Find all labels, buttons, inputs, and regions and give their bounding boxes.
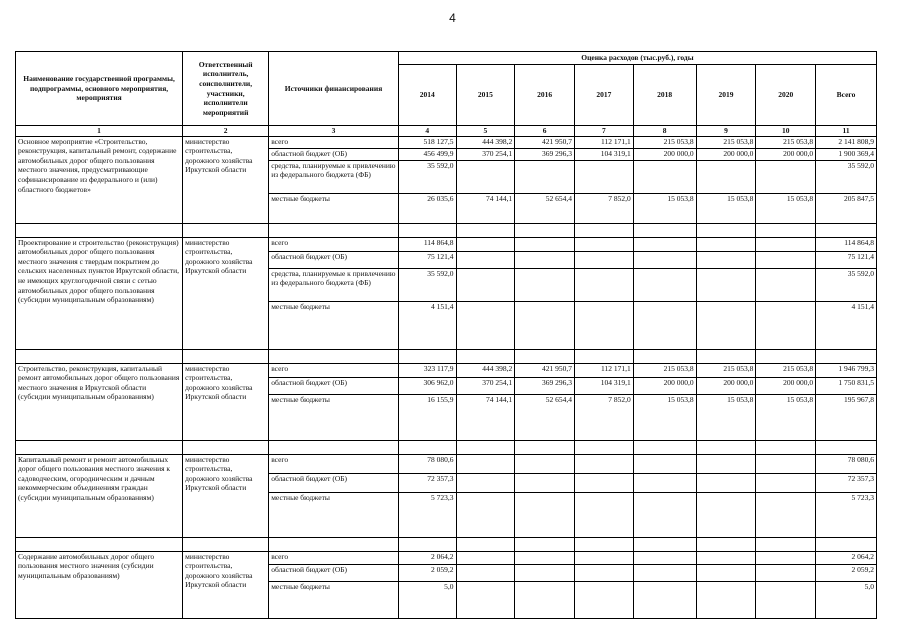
measure-name: Содержание автомобильных дорог общего пользования местного значения (субсидии муниципальным образованиям) (16, 551, 183, 618)
year-value: 518 127,5 (398, 136, 456, 148)
year-value (696, 473, 756, 492)
year-value (515, 301, 575, 349)
year-value (575, 301, 634, 349)
year-value (575, 564, 634, 581)
year-value: 52 654,4 (515, 193, 575, 223)
funding-source: областной бюджет (ОБ) (269, 473, 399, 492)
year-value (756, 564, 816, 581)
empty-cell (696, 537, 756, 551)
empty-cell (756, 349, 816, 363)
year-value (696, 251, 756, 268)
header-total: Всего (816, 65, 877, 126)
year-value: 215 053,8 (633, 136, 696, 148)
year-value: 112 171,1 (575, 363, 634, 377)
measure-executor: министерство строительства, дорожного хозяйства Иркутской области (183, 136, 269, 223)
year-value (575, 473, 634, 492)
year-value (575, 492, 634, 537)
year-value (575, 237, 634, 251)
measure-executor: министерство строительства, дорожного хозяйства Иркутской области (183, 363, 269, 440)
header-year: 2018 (633, 65, 696, 126)
empty-cell (633, 223, 696, 237)
year-value: 369 296,3 (515, 148, 575, 160)
measure-executor: министерство строительства, дорожного хозяйства Иркутской области (183, 454, 269, 537)
funding-source: местные бюджеты (269, 581, 399, 618)
year-value (756, 492, 816, 537)
year-value (756, 268, 816, 301)
year-value (633, 564, 696, 581)
spacer-row (16, 349, 877, 363)
empty-cell (398, 223, 456, 237)
year-value: 72 357,3 (398, 473, 456, 492)
total-value: 195 967,8 (816, 394, 877, 440)
year-value: 370 254,1 (456, 377, 515, 394)
year-value (633, 251, 696, 268)
empty-cell (456, 440, 515, 454)
year-value: 26 035,6 (398, 193, 456, 223)
year-value (696, 454, 756, 473)
year-value (515, 454, 575, 473)
year-value (515, 160, 575, 193)
year-value (633, 160, 696, 193)
funding-source: областной бюджет (ОБ) (269, 564, 399, 581)
header-year: 2016 (515, 65, 575, 126)
header-year: 2019 (696, 65, 756, 126)
table-row (16, 363, 877, 377)
year-value: 370 254,1 (456, 148, 515, 160)
header-year: 2020 (756, 65, 816, 126)
year-value: 444 398,2 (456, 136, 515, 148)
funding-source: местные бюджеты (269, 492, 399, 537)
year-value (515, 492, 575, 537)
total-value: 1 946 799,3 (816, 363, 877, 377)
empty-cell (269, 440, 399, 454)
funding-source: всего (269, 136, 399, 148)
empty-cell (183, 440, 269, 454)
year-value: 200 000,0 (633, 377, 696, 394)
year-value: 421 950,7 (515, 136, 575, 148)
total-value: 114 864,8 (816, 237, 877, 251)
empty-cell (756, 223, 816, 237)
empty-cell (696, 349, 756, 363)
table-row (16, 136, 877, 148)
year-value (456, 492, 515, 537)
year-value: 200 000,0 (696, 377, 756, 394)
funding-source: областной бюджет (ОБ) (269, 377, 399, 394)
year-value (633, 237, 696, 251)
year-value (756, 551, 816, 564)
table-row (16, 454, 877, 473)
year-value: 78 080,6 (398, 454, 456, 473)
empty-cell (398, 349, 456, 363)
year-value (696, 237, 756, 251)
year-value: 5,0 (398, 581, 456, 618)
year-value: 5 723,3 (398, 492, 456, 537)
header-year: 2014 (398, 65, 456, 126)
year-value (633, 551, 696, 564)
total-value: 4 151,4 (816, 301, 877, 349)
expenditure-table (15, 51, 877, 619)
year-value: 2 059,2 (398, 564, 456, 581)
year-value (456, 551, 515, 564)
year-value (515, 251, 575, 268)
year-value: 7 852,0 (575, 193, 634, 223)
measure-name: Основное мероприятие «Строительство, реконструкция, капитальный ремонт, содержание автомобильных дорог общего пользования местного значения, предусматривающие софинансирование из федерального и (или) областного бюджетов» (16, 136, 183, 223)
year-value: 35 592,0 (398, 160, 456, 193)
total-value: 1 750 831,5 (816, 377, 877, 394)
spacer-row (16, 440, 877, 454)
column-index: 7 (575, 126, 634, 137)
column-index: 2 (183, 126, 269, 137)
year-value (756, 251, 816, 268)
year-value (575, 251, 634, 268)
year-value: 4 151,4 (398, 301, 456, 349)
empty-cell (16, 440, 183, 454)
year-value: 2 064,2 (398, 551, 456, 564)
empty-cell (575, 349, 634, 363)
year-value: 7 852,0 (575, 394, 634, 440)
total-value: 35 592,0 (816, 268, 877, 301)
year-value: 104 319,1 (575, 148, 634, 160)
year-value: 15 053,8 (633, 193, 696, 223)
empty-cell (633, 537, 696, 551)
year-value (515, 268, 575, 301)
funding-source: всего (269, 363, 399, 377)
total-value: 5,0 (816, 581, 877, 618)
column-index: 8 (633, 126, 696, 137)
total-value: 5 723,3 (816, 492, 877, 537)
measure-name: Капитальный ремонт и ремонт автомобильных дорог общего пользования местного значения к садоводческим, огородническим и дачным некоммерческим объединениям граждан (субсидии муниципальным образованиям) (16, 454, 183, 537)
year-value (575, 581, 634, 618)
empty-cell (816, 223, 877, 237)
year-value (633, 268, 696, 301)
header-year: 2015 (456, 65, 515, 126)
year-value (456, 301, 515, 349)
year-value (456, 454, 515, 473)
empty-cell (816, 537, 877, 551)
column-index: 5 (456, 126, 515, 137)
header-name: Наименование государственной программы, подпрограммы, основного мероприятия, мероприятия (16, 52, 183, 126)
empty-cell (633, 349, 696, 363)
year-value (456, 268, 515, 301)
year-value: 215 053,8 (633, 363, 696, 377)
funding-source: местные бюджеты (269, 394, 399, 440)
total-value: 2 141 808,9 (816, 136, 877, 148)
year-value (633, 301, 696, 349)
total-value: 78 080,6 (816, 454, 877, 473)
empty-cell (515, 537, 575, 551)
year-value: 215 053,8 (696, 363, 756, 377)
year-value: 456 499,9 (398, 148, 456, 160)
year-value: 444 398,2 (456, 363, 515, 377)
year-value (456, 237, 515, 251)
empty-cell (756, 537, 816, 551)
year-value: 215 053,8 (696, 136, 756, 148)
year-value: 421 950,7 (515, 363, 575, 377)
header-estimate: Оценка расходов (тыс.руб.), годы (398, 52, 876, 65)
year-value (515, 473, 575, 492)
year-value: 52 654,4 (515, 394, 575, 440)
year-value: 15 053,8 (633, 394, 696, 440)
empty-cell (696, 223, 756, 237)
year-value (756, 160, 816, 193)
empty-cell (183, 349, 269, 363)
funding-source: всего (269, 454, 399, 473)
year-value (456, 581, 515, 618)
year-value: 200 000,0 (696, 148, 756, 160)
measure-executor: министерство строительства, дорожного хозяйства Иркутской области (183, 551, 269, 618)
year-value (515, 551, 575, 564)
column-index: 1 (16, 126, 183, 137)
funding-source: местные бюджеты (269, 193, 399, 223)
year-value (515, 564, 575, 581)
funding-source: всего (269, 551, 399, 564)
empty-cell (16, 349, 183, 363)
year-value (696, 301, 756, 349)
year-value (756, 301, 816, 349)
year-value (756, 581, 816, 618)
funding-source: всего (269, 237, 399, 251)
empty-cell (16, 223, 183, 237)
column-index: 4 (398, 126, 456, 137)
year-value (456, 473, 515, 492)
year-value (696, 492, 756, 537)
empty-cell (756, 440, 816, 454)
funding-source: средства, планируемые к привлечению из федерального бюджета (ФБ) (269, 160, 399, 193)
year-value (696, 581, 756, 618)
year-value (575, 551, 634, 564)
year-value: 15 053,8 (696, 193, 756, 223)
spacer-row (16, 223, 877, 237)
year-value: 112 171,1 (575, 136, 634, 148)
year-value (696, 268, 756, 301)
table-body (16, 136, 877, 618)
year-value: 200 000,0 (756, 148, 816, 160)
header-source: Источники финансирования (269, 52, 399, 126)
table-row (16, 237, 877, 251)
year-value: 306 962,0 (398, 377, 456, 394)
column-index: 3 (269, 126, 399, 137)
year-value (633, 473, 696, 492)
column-index: 10 (756, 126, 816, 137)
column-index: 6 (515, 126, 575, 137)
year-value: 74 144,1 (456, 394, 515, 440)
empty-cell (696, 440, 756, 454)
year-value: 15 053,8 (756, 394, 816, 440)
spacer-row (16, 537, 877, 551)
total-value: 75 121,4 (816, 251, 877, 268)
year-value (756, 454, 816, 473)
empty-cell (269, 537, 399, 551)
year-value (456, 160, 515, 193)
year-value: 215 053,8 (756, 363, 816, 377)
empty-cell (816, 349, 877, 363)
year-value: 15 053,8 (696, 394, 756, 440)
year-value (575, 454, 634, 473)
total-value: 72 357,3 (816, 473, 877, 492)
column-index: 11 (816, 126, 877, 137)
year-value: 200 000,0 (756, 377, 816, 394)
year-value: 200 000,0 (633, 148, 696, 160)
total-value: 35 592,0 (816, 160, 877, 193)
year-value (756, 237, 816, 251)
year-value (633, 581, 696, 618)
funding-source: средства, планируемые к привлечению из федерального бюджета (ФБ) (269, 268, 399, 301)
year-value (515, 237, 575, 251)
year-value (633, 454, 696, 473)
year-value: 369 296,3 (515, 377, 575, 394)
year-value (633, 492, 696, 537)
year-value: 74 144,1 (456, 193, 515, 223)
total-value: 2 059,2 (816, 564, 877, 581)
year-value: 215 053,8 (756, 136, 816, 148)
empty-cell (515, 440, 575, 454)
year-value: 15 053,8 (756, 193, 816, 223)
year-value (696, 551, 756, 564)
empty-cell (575, 537, 634, 551)
total-value: 2 064,2 (816, 551, 877, 564)
measure-name: Строительство, реконструкция, капитальный ремонт автомобильных дорог общего пользования местного значения в Иркутской области (субсидии муниципальным образованиям) (16, 363, 183, 440)
year-value: 104 319,1 (575, 377, 634, 394)
year-value: 75 121,4 (398, 251, 456, 268)
header-year: 2017 (575, 65, 634, 126)
table-row (16, 551, 877, 564)
year-value: 323 117,9 (398, 363, 456, 377)
measure-executor: министерство строительства, дорожного хозяйства Иркутской области (183, 237, 269, 349)
year-value: 16 155,9 (398, 394, 456, 440)
empty-cell (183, 537, 269, 551)
empty-cell (633, 440, 696, 454)
year-value: 114 864,8 (398, 237, 456, 251)
total-value: 205 847,5 (816, 193, 877, 223)
total-value: 1 900 369,4 (816, 148, 877, 160)
empty-cell (575, 440, 634, 454)
column-index: 9 (696, 126, 756, 137)
empty-cell (16, 537, 183, 551)
empty-cell (816, 440, 877, 454)
empty-cell (456, 349, 515, 363)
funding-source: областной бюджет (ОБ) (269, 148, 399, 160)
year-value (696, 160, 756, 193)
measure-name: Проектирование и строительство (реконструкция) автомобильных дорог общего пользования местного значения с твердым покрытием до сельских населенных пунктов Иркутской области, не имеющих круглогодичной связи с сетью автомобильных дорог общего пользования (субсидии муниципальным образованиям) (16, 237, 183, 349)
year-value (696, 564, 756, 581)
funding-source: областной бюджет (ОБ) (269, 251, 399, 268)
year-value (575, 268, 634, 301)
empty-cell (398, 440, 456, 454)
year-value (575, 160, 634, 193)
year-value (456, 251, 515, 268)
year-value: 35 592,0 (398, 268, 456, 301)
empty-cell (183, 223, 269, 237)
year-value (456, 564, 515, 581)
empty-cell (456, 223, 515, 237)
funding-source: местные бюджеты (269, 301, 399, 349)
empty-cell (515, 349, 575, 363)
page-number: 4 (449, 11, 456, 25)
year-value (515, 581, 575, 618)
empty-cell (398, 537, 456, 551)
empty-cell (269, 349, 399, 363)
year-value (756, 473, 816, 492)
empty-cell (575, 223, 634, 237)
empty-cell (515, 223, 575, 237)
empty-cell (456, 537, 515, 551)
empty-cell (269, 223, 399, 237)
header-executor: Ответственный исполнитель, соисполнители, участники, исполнители мероприятий (183, 52, 269, 126)
